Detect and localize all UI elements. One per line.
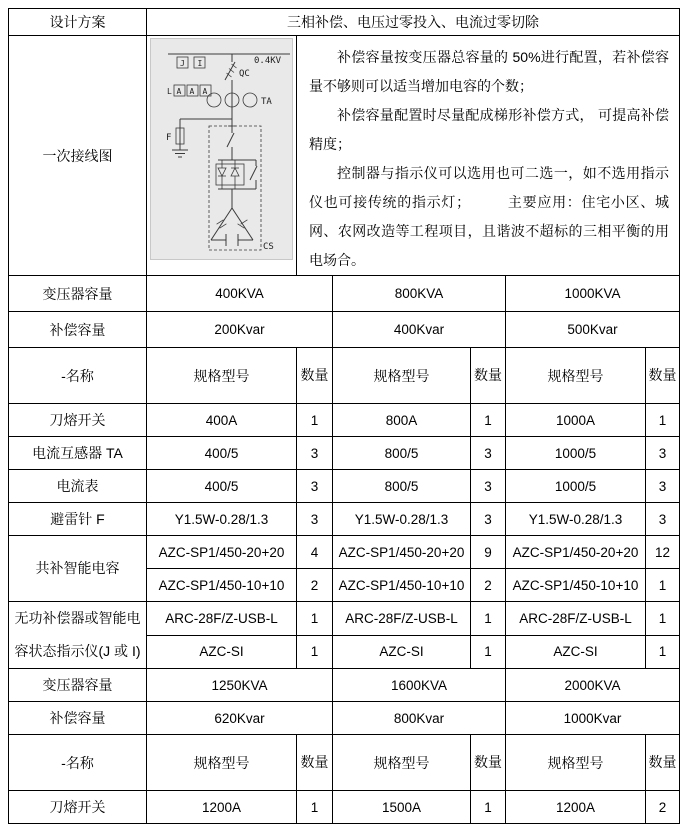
g2-compensation-value-2: 800Kvar <box>333 702 506 735</box>
g1-transformer-value-2: 800KVA <box>333 276 506 312</box>
row-qty: 3 <box>471 503 506 536</box>
row-spec: 400A <box>147 404 297 437</box>
row-label: 刀熔开关 <box>9 791 147 824</box>
row-spec: AZC-SP1/450-10+10 <box>333 569 471 602</box>
row-qty: 4 <box>297 536 333 569</box>
g1-compensation-label: 补偿容量 <box>9 312 147 348</box>
row-qty: 1 <box>471 635 506 669</box>
table-row <box>9 437 680 470</box>
row-spec: 800A <box>333 404 471 437</box>
meter-j-label: J <box>180 59 185 68</box>
meter-l-label: L <box>167 87 172 96</box>
description-paragraph-3: 控制器与指示仪可以选用也可二选一，如不选用指示仪也可接传统的指示灯； 主要应用：住宅小区、城网、农网改造等工程项目，且谐波不超标的三相平衡的用电场合。 <box>309 165 670 268</box>
row-label: 电流互感器 TA <box>9 437 147 470</box>
row-label: 无功补偿器或智能电容状态指示仪(J 或 I) <box>9 602 147 669</box>
g1-header-qty-1: 数量 <box>297 348 333 404</box>
description-paragraph-1: 补偿容量按变压器总容量的 50%进行配置，若补偿容量不够则可以适当增加电容的个数； <box>309 49 670 94</box>
g2-header-qty-1: 数量 <box>297 735 333 791</box>
g1-header-row <box>9 348 680 404</box>
row-qty: 1 <box>646 404 680 437</box>
meter-a1-label: A <box>176 87 182 96</box>
row-qty: 12 <box>646 536 680 569</box>
row-qty: 3 <box>471 437 506 470</box>
row-spec: 1200A <box>147 791 297 824</box>
cs-label: CS <box>263 242 274 252</box>
wiring-description-cell <box>297 36 680 276</box>
table-row <box>9 536 680 569</box>
row-spec: 800/5 <box>333 437 471 470</box>
row-qty: 3 <box>297 437 333 470</box>
table-row <box>9 404 680 437</box>
g1-header-name: -名称 <box>9 348 147 404</box>
row-spec: AZC-SP1/450-10+10 <box>506 569 646 602</box>
g2-header-qty-2: 数量 <box>471 735 506 791</box>
g2-transformer-value-2: 1600KVA <box>333 669 506 702</box>
qc-label: QC <box>239 69 250 79</box>
row-spec: Y1.5W-0.28/1.3 <box>333 503 471 536</box>
g2-header-spec-2: 规格型号 <box>333 735 471 791</box>
row-spec: Y1.5W-0.28/1.3 <box>147 503 297 536</box>
g2-header-spec-3: 规格型号 <box>506 735 646 791</box>
row-qty: 1 <box>471 602 506 636</box>
row-spec: 1000/5 <box>506 437 646 470</box>
row-qty: 1 <box>297 602 333 636</box>
row-qty: 1 <box>471 791 506 824</box>
row-spec: AZC-SP1/450-20+20 <box>506 536 646 569</box>
table-row <box>9 602 680 636</box>
row-label: 电流表 <box>9 470 147 503</box>
single-line-diagram <box>150 38 293 260</box>
row-spec: Y1.5W-0.28/1.3 <box>506 503 646 536</box>
row-spec: ARC-28F/Z-USB-L <box>147 602 297 636</box>
meter-a3-label: A <box>202 87 208 96</box>
g1-compensation-value-1: 200Kvar <box>147 312 333 348</box>
row-spec: ARC-28F/Z-USB-L <box>506 602 646 636</box>
g1-header-spec-2: 规格型号 <box>333 348 471 404</box>
wiring-label: 一次接线图 <box>9 36 147 276</box>
row-label: 共补智能电容 <box>9 536 147 602</box>
row-qty: 1 <box>297 791 333 824</box>
row-spec: 400/5 <box>147 470 297 503</box>
g1-header-spec-1: 规格型号 <box>147 348 297 404</box>
row-label: 避雷针 F <box>9 503 147 536</box>
row-spec: 400/5 <box>147 437 297 470</box>
row-qty: 3 <box>646 503 680 536</box>
row-spec: 1000/5 <box>506 470 646 503</box>
row-qty: 9 <box>471 536 506 569</box>
row-qty: 2 <box>297 569 333 602</box>
g2-transformer-label: 变压器容量 <box>9 669 147 702</box>
g2-header-qty-3: 数量 <box>646 735 680 791</box>
row-label: 刀熔开关 <box>9 404 147 437</box>
row-spec: AZC-SP1/450-20+20 <box>333 536 471 569</box>
wiring-diagram-cell <box>147 36 297 276</box>
g1-transformer-label: 变压器容量 <box>9 276 147 312</box>
g2-compensation-value-3: 1000Kvar <box>506 702 680 735</box>
g1-header-qty-3: 数量 <box>646 348 680 404</box>
row-spec: 1500A <box>333 791 471 824</box>
row-qty: 3 <box>646 437 680 470</box>
g1-header-spec-3: 规格型号 <box>506 348 646 404</box>
table-row <box>9 791 680 824</box>
meter-i-label: I <box>197 59 203 68</box>
g2-compensation-label: 补偿容量 <box>9 702 147 735</box>
g2-header-spec-1: 规格型号 <box>147 735 297 791</box>
voltage-label: 0.4KV <box>254 56 282 66</box>
g2-compensation-value-1: 620Kvar <box>147 702 333 735</box>
diagram-background <box>151 39 293 260</box>
design-label: 设计方案 <box>9 9 147 36</box>
g2-compensation-row <box>9 702 680 735</box>
row-qty: 2 <box>471 569 506 602</box>
g1-transformer-row <box>9 276 680 312</box>
g2-header-name: -名称 <box>9 735 147 791</box>
row-qty: 1 <box>646 602 680 636</box>
g1-transformer-value-1: 400KVA <box>147 276 333 312</box>
row-qty: 1 <box>297 404 333 437</box>
row-spec: AZC-SI <box>506 635 646 669</box>
row-spec: AZC-SI <box>333 635 471 669</box>
row-spec: ARC-28F/Z-USB-L <box>333 602 471 636</box>
spec-table <box>8 8 680 824</box>
g1-compensation-row <box>9 312 680 348</box>
g2-transformer-value-1: 1250KVA <box>147 669 333 702</box>
g2-header-row <box>9 735 680 791</box>
row-qty: 2 <box>646 791 680 824</box>
row-spec: 800/5 <box>333 470 471 503</box>
ta-label: TA <box>261 97 272 107</box>
row-spec: 1200A <box>506 791 646 824</box>
g2-transformer-value-3: 2000KVA <box>506 669 680 702</box>
row-qty: 1 <box>471 404 506 437</box>
row-qty: 3 <box>646 470 680 503</box>
meter-a2-label: A <box>189 87 195 96</box>
design-row <box>9 9 680 36</box>
row-qty: 1 <box>646 635 680 669</box>
design-value: 三相补偿、电压过零投入、电流过零切除 <box>147 9 680 36</box>
g1-compensation-value-3: 500Kvar <box>506 312 680 348</box>
row-spec: AZC-SP1/450-10+10 <box>147 569 297 602</box>
description-paragraph-2: 补偿容量配置时尽量配成梯形补偿方式， 可提高补偿精度； <box>309 107 670 152</box>
row-qty: 3 <box>471 470 506 503</box>
g1-header-qty-2: 数量 <box>471 348 506 404</box>
g2-transformer-row <box>9 669 680 702</box>
row-qty: 1 <box>297 635 333 669</box>
g1-compensation-value-2: 400Kvar <box>333 312 506 348</box>
row-qty: 3 <box>297 470 333 503</box>
row-qty: 1 <box>646 569 680 602</box>
f-label: F <box>166 133 172 143</box>
g1-transformer-value-3: 1000KVA <box>506 276 680 312</box>
row-spec: AZC-SI <box>147 635 297 669</box>
row-qty: 3 <box>297 503 333 536</box>
table-row <box>9 470 680 503</box>
wiring-row <box>9 36 680 276</box>
table-row <box>9 503 680 536</box>
row-spec: 1000A <box>506 404 646 437</box>
row-spec: AZC-SP1/450-20+20 <box>147 536 297 569</box>
